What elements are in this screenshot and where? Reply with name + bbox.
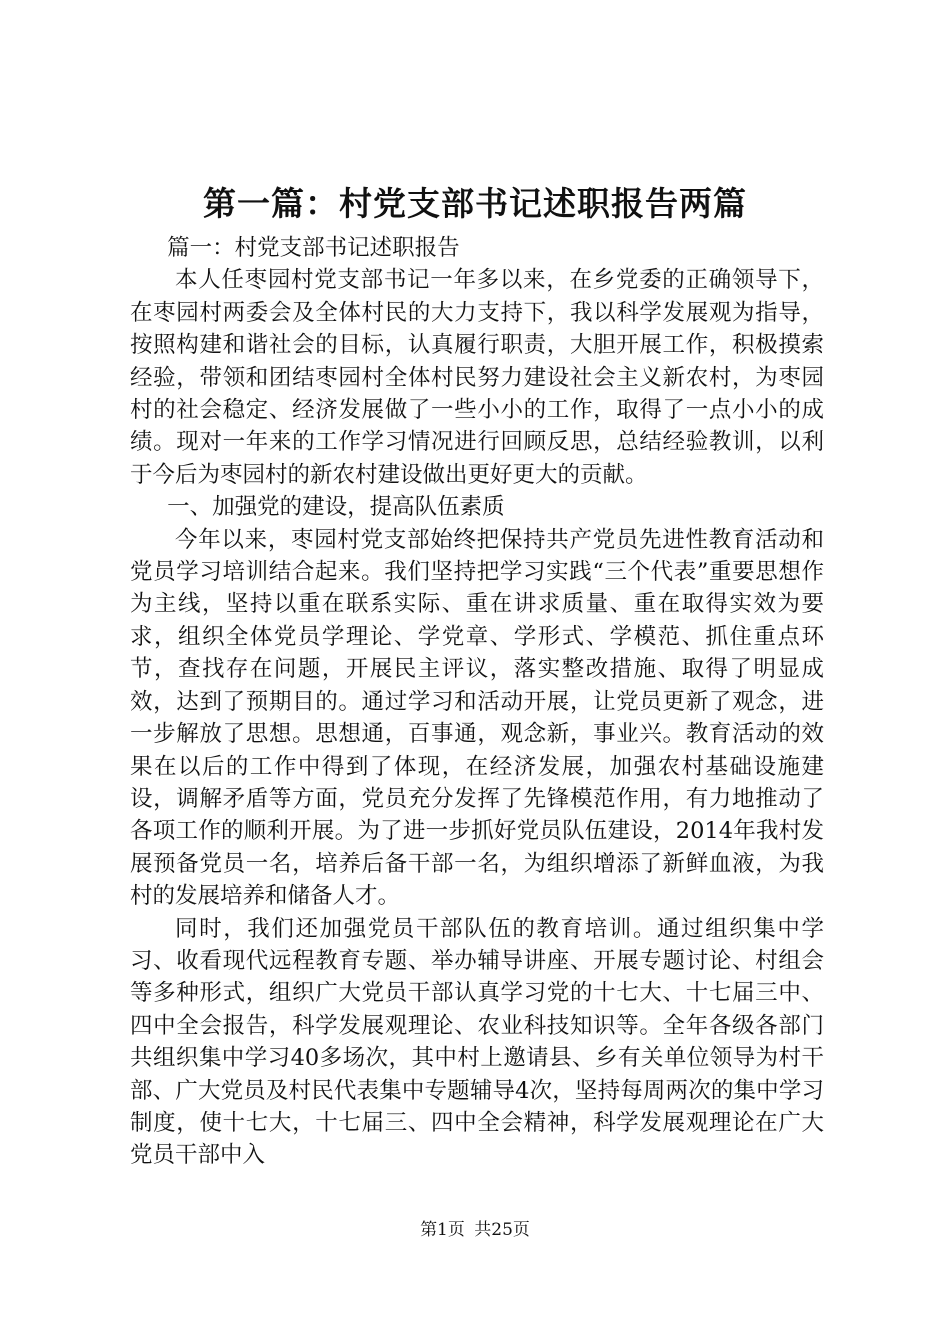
page-number: 第1页	[420, 1220, 465, 1240]
page-total: 共25页	[474, 1220, 530, 1240]
document-title: 第一篇：村党支部书记述职报告两篇	[203, 184, 747, 223]
subheading-part-one: 篇一：村党支部书记述职报告	[167, 235, 460, 261]
paragraph-intro: 本人任枣园村党支部书记一年多以来，在乡党委的正确领导下，在枣园村两委会及全体村民的大力支持下，我以科学发展观为指导，按照构建和谐社会的目标，认真履行职责，大胆开展工作，积极摸索经验，带领和团结枣园村全体村民努力建设社会主义新农村，为枣园村的社会稳定、经济发展做了一些小小的工作，取得了一点小小的成绩。现对一年来的工作学习情况进行回顾反思，总结经验教训，以利于今后为枣园村的新农村建设做出更好更大的贡献。	[130, 267, 824, 488]
section-heading-party-building: 一、加强党的建设，提高队伍素质	[167, 494, 505, 521]
document-body	[130, 232, 824, 1172]
paragraph-party-education: 今年以来，枣园村党支部始终把保持共产党员先进性教育活动和党员学习培训结合起来。我们坚持把学习实践“三个代表”重要思想作为主线，坚持以重在联系实际、重在讲求质量、重在取得实效为要求，组织全体党员学理论、学党章、学形式、学模范、抓住重点环节，查找存在问题，开展民主评议，落实整改措施、取得了明显成效，达到了预期目的。通过学习和活动开展，让党员更新了观念，进一步解放了思想。思想通，百事通，观念新，事业兴。教育活动的效果在以后的工作中得到了体现，在经济发展，加强农村基础设施建设，调解矛盾等方面，党员充分发挥了先锋模范作用，有力地推动了各项工作的顺利开展。为了进一步抓好党员队伍建设，2014年我村发展预备党员一名，培养后备干部一名，为组织增添了新鲜血液，为我村的发展培养和储备人才。	[130, 526, 824, 910]
page-footer	[0, 1218, 950, 1242]
paragraph-training: 同时，我们还加强党员干部队伍的教育培训。通过组织集中学习、收看现代远程教育专题、举办辅导讲座、开展专题讨论、村组会等多种形式，组织广大党员干部认真学习党的十七大、十七届三中、四中全会报告，科学发展观理论、农业科技知识等。全年各级各部门共组织集中学习40多场次，其中村上邀请县、乡有关单位领导为村干部、广大党员及村民代表集中专题辅导4次，坚持每周两次的集中学习制度，使十七大，十七届三、四中全会精神，科学发展观理论在广大党员干部中入	[130, 915, 824, 1169]
